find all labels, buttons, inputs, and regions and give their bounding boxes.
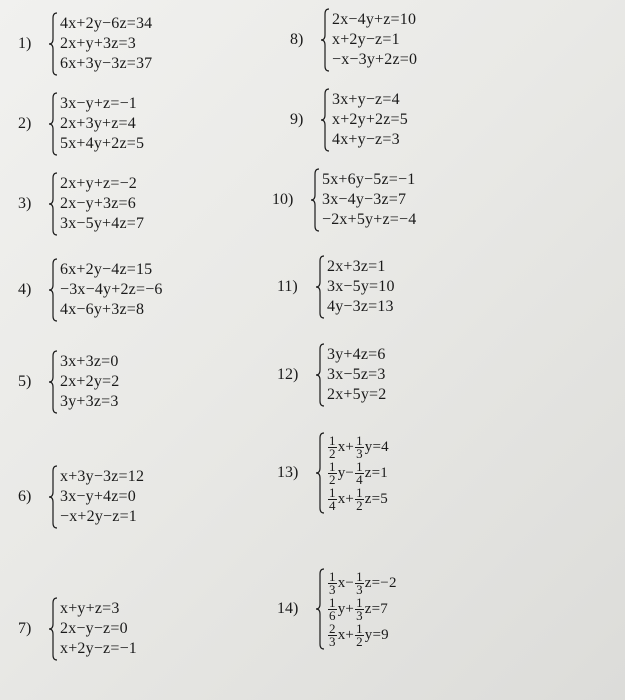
equation: −x+2y−z=1 bbox=[60, 508, 137, 525]
brace-icon bbox=[48, 597, 58, 661]
brace-icon bbox=[48, 12, 58, 76]
term: y=9 bbox=[364, 627, 389, 643]
equation: 3x−y+z=−1 bbox=[60, 95, 137, 112]
brace-icon bbox=[315, 255, 325, 319]
equation: 3x−4y−3z=7 bbox=[322, 191, 407, 208]
problem-11 bbox=[277, 255, 515, 319]
equation: x+y+z=3 bbox=[60, 600, 120, 617]
brace-icon bbox=[48, 465, 58, 529]
equation bbox=[327, 486, 389, 512]
equation: 3x−5z=3 bbox=[327, 366, 386, 383]
equation: 5x+4y+2z=5 bbox=[60, 135, 145, 152]
problem-6 bbox=[18, 465, 248, 529]
equation: −x−3y+2z=0 bbox=[332, 51, 418, 68]
problem-number: 4) bbox=[18, 281, 32, 298]
fraction bbox=[355, 594, 364, 623]
problem-7 bbox=[18, 597, 248, 661]
brace-icon bbox=[320, 88, 330, 152]
problem-3 bbox=[18, 172, 248, 236]
equation: 4x−6y+3z=8 bbox=[60, 301, 145, 318]
equation: x+3y−3z=12 bbox=[60, 468, 145, 485]
term: x+ bbox=[337, 439, 355, 455]
brace-icon bbox=[48, 92, 58, 156]
fraction bbox=[328, 568, 337, 597]
fraction bbox=[355, 568, 364, 597]
problem-number: 12) bbox=[277, 366, 299, 383]
problem-number: 7) bbox=[18, 620, 32, 637]
term: y=4 bbox=[364, 439, 389, 455]
equation: x+2y+2z=5 bbox=[332, 111, 408, 128]
numerator: 1 bbox=[356, 484, 363, 500]
denominator: 2 bbox=[356, 497, 363, 513]
problem-10 bbox=[272, 168, 510, 232]
equation: 3x−5y=10 bbox=[327, 278, 395, 295]
equation: −3x−4y+2z=−6 bbox=[60, 281, 163, 298]
problem-13 bbox=[277, 432, 515, 514]
numerator: 1 bbox=[329, 432, 336, 448]
brace-icon bbox=[48, 172, 58, 236]
denominator: 2 bbox=[329, 471, 336, 487]
problem-number: 10) bbox=[272, 191, 294, 208]
term: z=5 bbox=[364, 491, 388, 507]
problem-8 bbox=[290, 8, 520, 72]
problem-number: 8) bbox=[290, 31, 304, 48]
problem-number: 3) bbox=[18, 195, 32, 212]
problem-number: 2) bbox=[18, 115, 32, 132]
brace-icon bbox=[310, 168, 320, 232]
equation bbox=[327, 460, 389, 486]
problem-number: 1) bbox=[18, 35, 32, 52]
fraction bbox=[355, 432, 364, 461]
equation: 4x+y−z=3 bbox=[332, 131, 400, 148]
fraction bbox=[355, 484, 364, 513]
term: x+ bbox=[337, 491, 355, 507]
denominator: 3 bbox=[329, 633, 336, 649]
equation: 3x−y+4z=0 bbox=[60, 488, 136, 505]
problem-5 bbox=[18, 350, 248, 414]
denominator: 2 bbox=[356, 633, 363, 649]
term: x− bbox=[337, 575, 355, 591]
denominator: 6 bbox=[329, 607, 336, 623]
equation: 2x−y+3z=6 bbox=[60, 195, 136, 212]
denominator: 3 bbox=[356, 581, 363, 597]
term: z=1 bbox=[364, 465, 388, 481]
numerator: 1 bbox=[356, 458, 363, 474]
numerator: 1 bbox=[356, 568, 363, 584]
denominator: 3 bbox=[356, 445, 363, 461]
problem-9 bbox=[290, 88, 520, 152]
problem-2 bbox=[18, 92, 248, 156]
fraction bbox=[355, 620, 364, 649]
fraction bbox=[328, 432, 337, 461]
numerator: 1 bbox=[356, 620, 363, 636]
numerator: 1 bbox=[329, 568, 336, 584]
equation: 5x+6y−5z=−1 bbox=[322, 171, 416, 188]
equation: 3y+4z=6 bbox=[327, 346, 386, 363]
numerator: 1 bbox=[329, 458, 336, 474]
equation: 3x−5y+4z=7 bbox=[60, 215, 145, 232]
equation bbox=[327, 622, 397, 648]
brace-icon bbox=[315, 432, 325, 514]
term: z=7 bbox=[364, 601, 388, 617]
equation: −2x+5y+z=−4 bbox=[322, 211, 417, 228]
problem-number: 11) bbox=[277, 278, 298, 295]
term: x+ bbox=[337, 627, 355, 643]
fraction bbox=[328, 594, 337, 623]
term: y+ bbox=[337, 601, 355, 617]
denominator: 3 bbox=[356, 607, 363, 623]
equation: 2x+2y=2 bbox=[60, 373, 120, 390]
equation: x+2y−z=−1 bbox=[60, 640, 137, 657]
numerator: 2 bbox=[329, 620, 336, 636]
problem-number: 6) bbox=[18, 488, 32, 505]
term: z=−2 bbox=[364, 575, 397, 591]
problem-14 bbox=[277, 568, 515, 650]
equation: x+2y−z=1 bbox=[332, 31, 400, 48]
fraction bbox=[328, 458, 337, 487]
problem-4 bbox=[18, 258, 248, 322]
numerator: 1 bbox=[356, 594, 363, 610]
fraction bbox=[355, 458, 364, 487]
equation: 6x+3y−3z=37 bbox=[60, 55, 153, 72]
brace-icon bbox=[48, 350, 58, 414]
equation: 2x+3z=1 bbox=[327, 258, 386, 275]
problem-number: 13) bbox=[277, 464, 299, 481]
equation: 2x−4y+z=10 bbox=[332, 11, 417, 28]
equation: 2x+y+3z=3 bbox=[60, 35, 136, 52]
equation: 2x+5y=2 bbox=[327, 386, 387, 403]
numerator: 1 bbox=[329, 484, 336, 500]
problem-1 bbox=[18, 12, 248, 76]
brace-icon bbox=[315, 568, 325, 650]
equation: 3x+3z=0 bbox=[60, 353, 119, 370]
equation: 4x+2y−6z=34 bbox=[60, 15, 153, 32]
equation: 6x+2y−4z=15 bbox=[60, 261, 153, 278]
equation: 2x+3y+z=4 bbox=[60, 115, 136, 132]
numerator: 1 bbox=[356, 432, 363, 448]
equation bbox=[327, 570, 397, 596]
brace-icon bbox=[320, 8, 330, 72]
problem-number: 14) bbox=[277, 600, 299, 617]
brace-icon bbox=[315, 343, 325, 407]
denominator: 4 bbox=[356, 471, 363, 487]
denominator: 4 bbox=[329, 497, 336, 513]
problem-12 bbox=[277, 343, 515, 407]
fraction bbox=[328, 484, 337, 513]
equation: 2x+y+z=−2 bbox=[60, 175, 137, 192]
denominator: 3 bbox=[329, 581, 336, 597]
numerator: 1 bbox=[329, 594, 336, 610]
equation bbox=[327, 434, 389, 460]
equation: 3x+y−z=4 bbox=[332, 91, 400, 108]
brace-icon bbox=[48, 258, 58, 322]
term: y− bbox=[337, 465, 355, 481]
fraction bbox=[328, 620, 337, 649]
equation: 2x−y−z=0 bbox=[60, 620, 128, 637]
problem-number: 5) bbox=[18, 373, 32, 390]
problem-number: 9) bbox=[290, 111, 304, 128]
equation: 3y+3z=3 bbox=[60, 393, 119, 410]
equation: 4y−3z=13 bbox=[327, 298, 394, 315]
denominator: 2 bbox=[329, 445, 336, 461]
equation bbox=[327, 596, 397, 622]
